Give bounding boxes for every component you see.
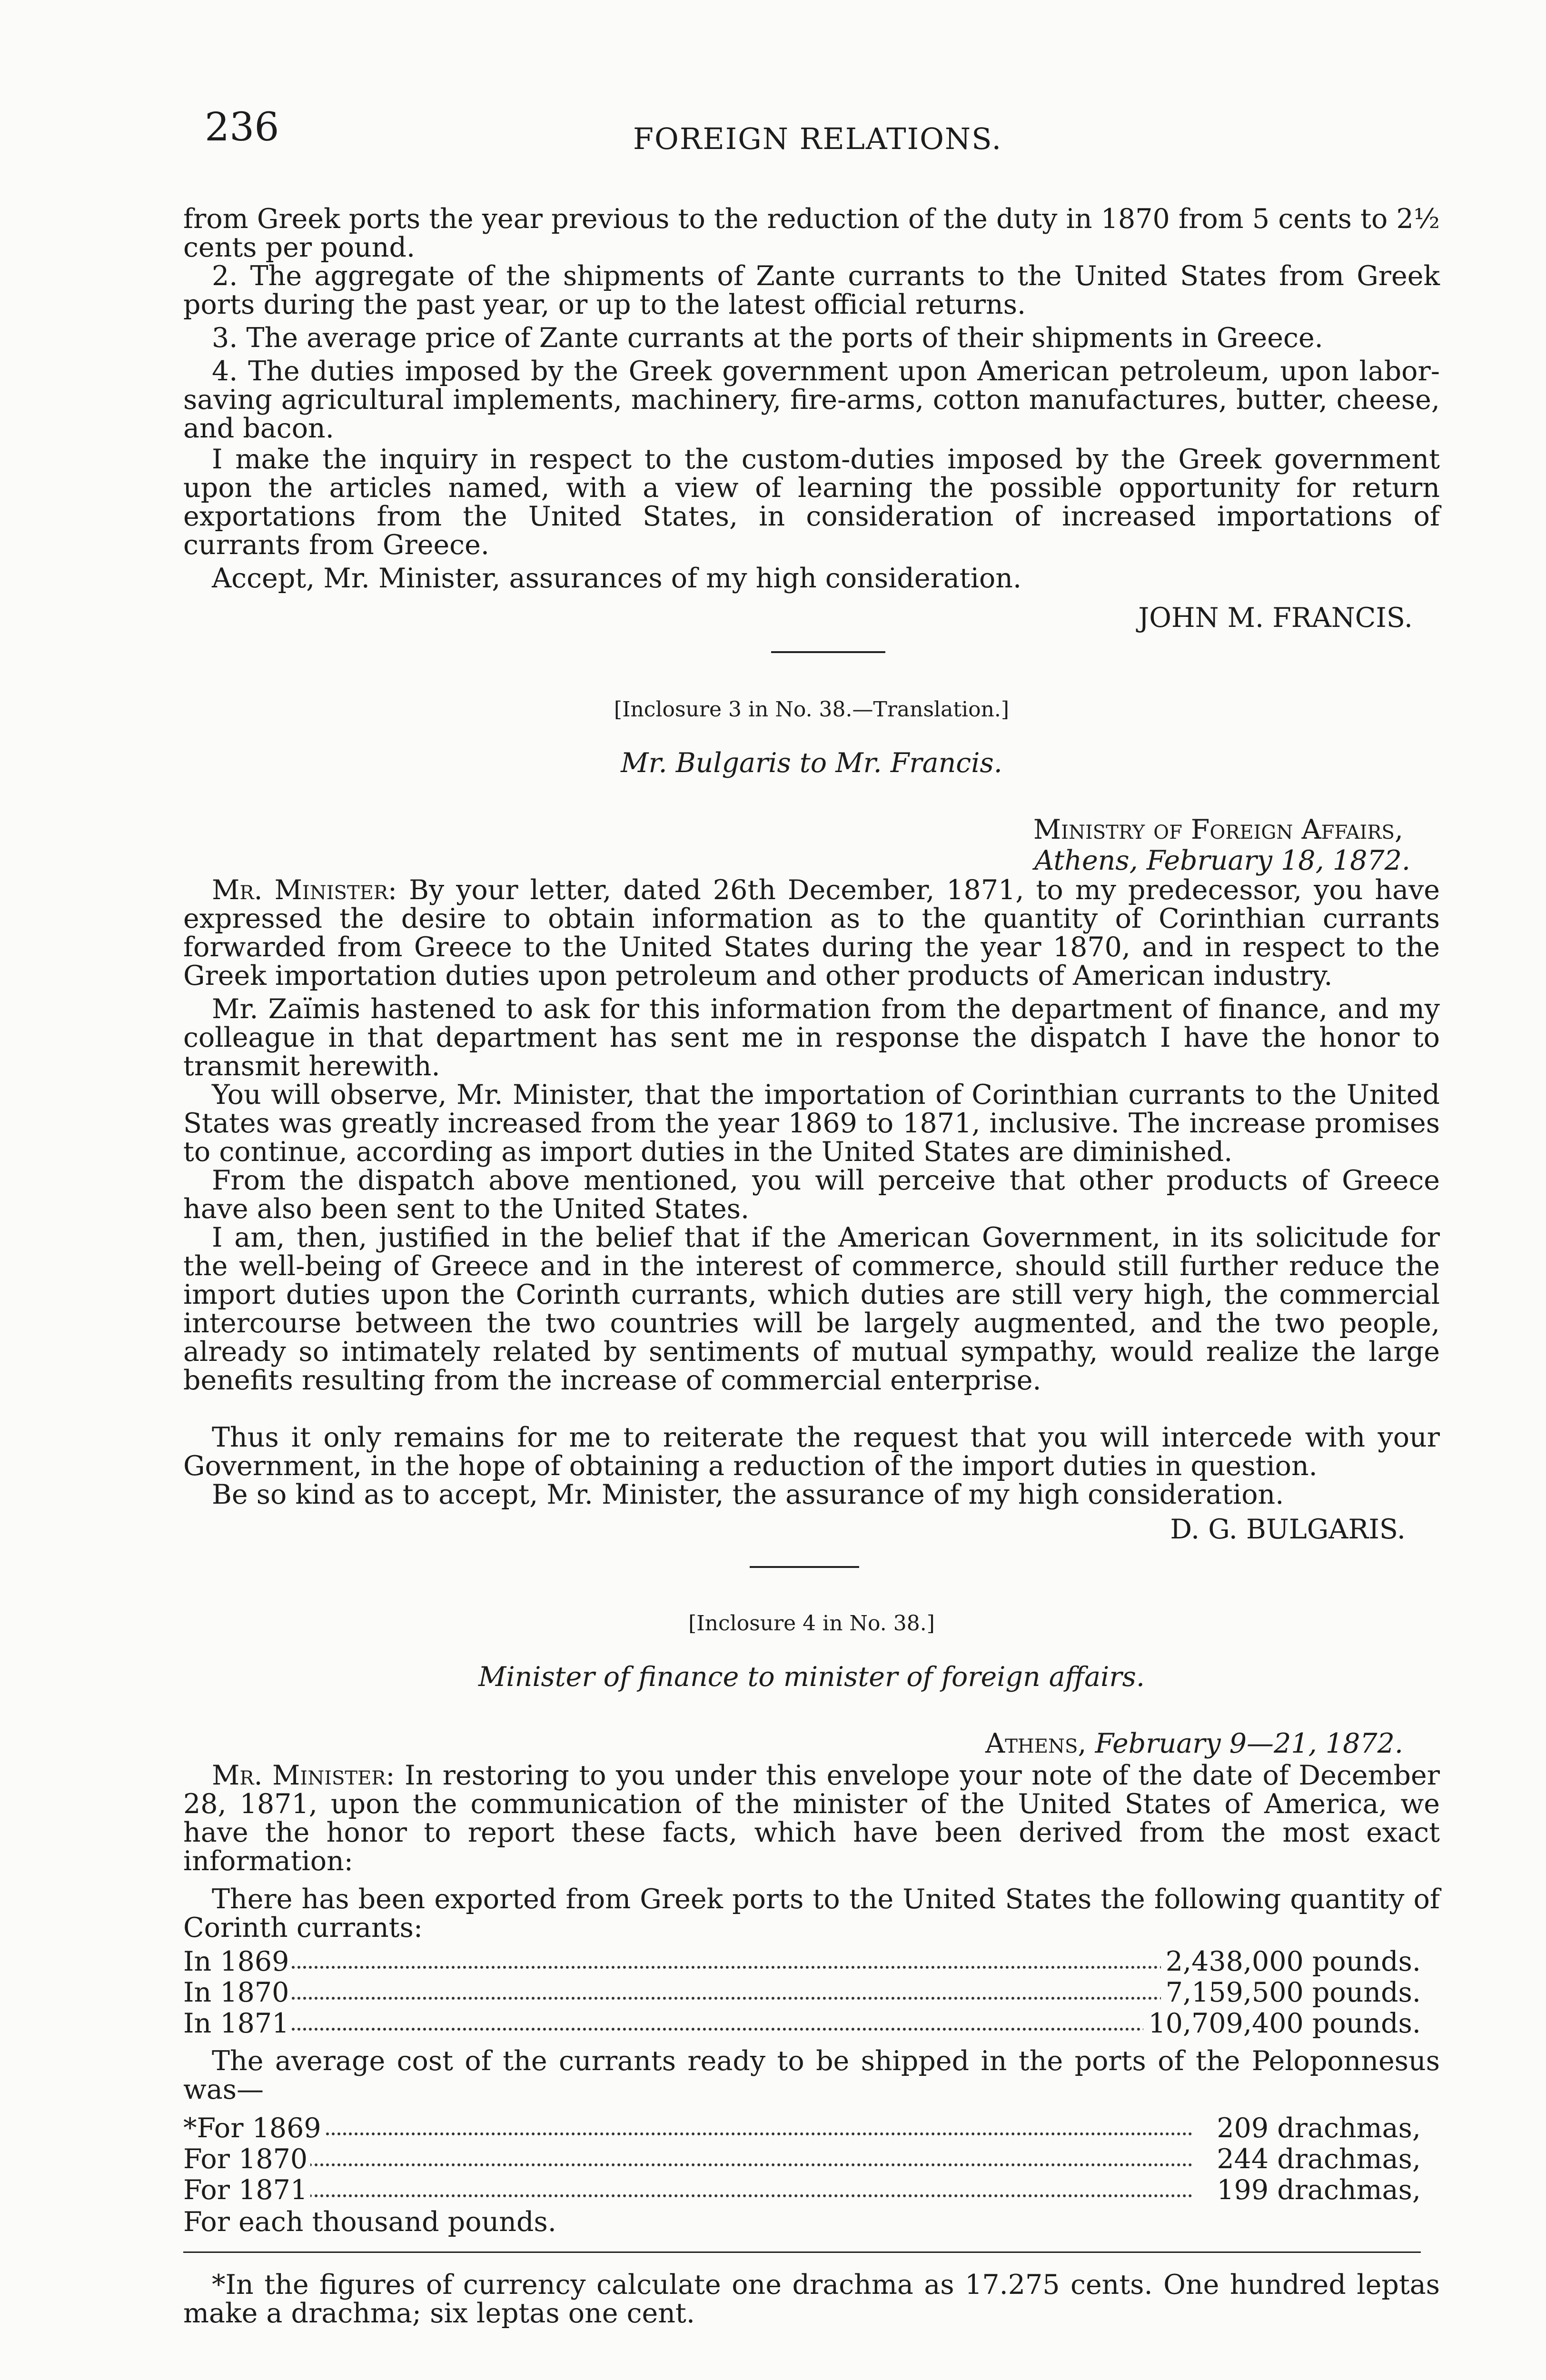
inclosure4-paragraph-1: Mr. Minister: In restoring to you under this envelope your note of the date of December 28, 1871, upon the communication of the minister of the United States of America, we have the honor to report these facts, which have been derived from the most exact information: — [183, 1760, 1440, 1877]
export-quantity: 7,159,500 pounds. — [1161, 1978, 1421, 2007]
dot-leader — [183, 2163, 1192, 2166]
export-row — [183, 2009, 1421, 2038]
export-year: In 1869 — [183, 1947, 292, 1976]
inclosure3-paragraph-3: You will observe, Mr. Minister, that the importation of Corinthian currants to the United States was greatly increased from the year 1869 to 1871, inclusive. The increase promises to continue, according as import duties in the United States are diminished. — [183, 1079, 1440, 1168]
inclosure3-closing: Be so kind as to accept, Mr. Minister, the assurance of my high consideration. — [212, 1479, 1284, 1510]
letter1-paragraph-2: 2. The aggregate of the shipments of Zante currants to the United States from Greek ports during the past year, or up to the latest official returns. — [183, 260, 1440, 320]
section-divider — [771, 651, 885, 653]
footnote: *In the figures of currency calculate one drachma as 17.275 cents. One hundred leptas make a drachma; six leptas one cent. — [183, 2269, 1440, 2329]
inclosure4-paragraph-4: For each thousand pounds. — [183, 2206, 556, 2238]
inclosure3-paragraph-2: Mr. Zaïmis hastened to ask for this information from the department of finance, and my colleague in that department has sent me in response the dispatch I have the honor to transmit herewith. — [183, 993, 1440, 1082]
inclosure4-label: [Inclosure 4 in No. 38.] — [688, 1611, 935, 1636]
inclosure3-place-date: Athens, February 18, 1872. — [1034, 845, 1410, 876]
inclosure3-heading: Mr. Bulgaris to Mr. Francis. — [621, 747, 1002, 779]
inclosure3-paragraph-1: Mr. Minister: By your letter, dated 26th December, 1871, to my predecessor, you have expressed the desire to obtain information as to the quantity of Corinthian currants forwarded from Greece to the United States during the year 1870, and in respect to the Greek importation duties upon petroleum and other products of American industry. — [183, 874, 1440, 992]
export-quantity: 10,709,400 pounds. — [1143, 2009, 1421, 2038]
export-year: In 1870 — [183, 1978, 292, 2007]
export-quantity: 2,438,000 pounds. — [1161, 1947, 1421, 1976]
export-row — [183, 1947, 1421, 1976]
inclosure3-paragraph-4: From the dispatch above mentioned, you will perceive that other products of Greece have also been sent to the United States. — [183, 1165, 1440, 1225]
running-title: FOREIGN RELATIONS. — [633, 121, 1002, 156]
letter1-paragraph-3: 3. The average price of Zante currants at the ports of their shipments in Greece. — [212, 322, 1323, 354]
export-year: In 1871 — [183, 2009, 292, 2038]
inclosure4-paragraph-3: The average cost of the currants ready to be shipped in the ports of the Peloponnesus was— — [183, 2045, 1440, 2105]
inclosure3-label: [Inclosure 3 in No. 38.—Translation.] — [614, 697, 1010, 722]
cost-row — [183, 2113, 1421, 2143]
dot-leader — [183, 2132, 1192, 2135]
letter1-signature: JOHN M. FRANCIS. — [1138, 602, 1413, 634]
dot-leader — [183, 2194, 1192, 2197]
cost-year: *For 1869 — [183, 2113, 324, 2143]
section-divider — [750, 1566, 859, 1568]
letter1-paragraph-5: I make the inquiry in respect to the custom-duties imposed by the Greek government upon the articles named, with a view of learning the possible opportunity for return exportations from the United States, in consideration of increased importations of currants from Greece. — [183, 444, 1440, 561]
inclosure4-paragraph-2: There has been exported from Greek ports to the United States the following quantity of Corinth currants: — [183, 1884, 1440, 1944]
cost-year: For 1870 — [183, 2144, 310, 2174]
inclosure3-paragraph-5: I am, then, justified in the belief that if the American Government, in its solicitude for the well-being of Greece and in the interest of commerce, should still further reduce the import duties upon the Corinth currants, which duties are still very high, the commercial intercourse between the two countries will be largely augmented, and the two people, already so intimately related by sentiments of mutual sympathy, would realize the large benefits resulting from the increase of commercial enterprise. — [183, 1222, 1440, 1396]
page-number: 236 — [205, 105, 279, 150]
cost-year: For 1871 — [183, 2175, 310, 2205]
inclosure3-paragraph-6: Thus it only remains for me to reiterate the request that you will intercede with your Government, in the hope of obtaining a reduction of the import duties in question. — [183, 1422, 1440, 1482]
letter1-paragraph-4: 4. The duties imposed by the Greek government upon American petroleum, upon labor-saving agricultural implements, machinery, fire-arms, cotton manufactures, butter, cheese, and bacon. — [183, 356, 1440, 444]
inclosure3-office: Ministry of Foreign Affairs, — [1033, 814, 1403, 845]
cost-value: 244 drachmas, — [1212, 2144, 1421, 2174]
cost-row — [183, 2175, 1421, 2205]
footnote-rule — [183, 2251, 1421, 2253]
cost-value: 199 drachmas, — [1212, 2175, 1421, 2205]
inclosure4-heading: Minister of finance to minister of foreign affairs. — [478, 1661, 1145, 1693]
cost-row — [183, 2144, 1421, 2174]
cost-value: 209 drachmas, — [1212, 2113, 1421, 2143]
letter1-paragraph-1: from Greek ports the year previous to the reduction of the duty in 1870 from 5 cents to 2½ cents per pound. — [183, 203, 1440, 263]
inclosure4-place-date: Athens, February 9—21, 1872. — [985, 1728, 1403, 1759]
letter1-closing: Accept, Mr. Minister, assurances of my high consideration. — [212, 563, 1022, 594]
inclosure3-signature: D. G. BULGARIS. — [1170, 1514, 1406, 1545]
export-row — [183, 1978, 1421, 2007]
